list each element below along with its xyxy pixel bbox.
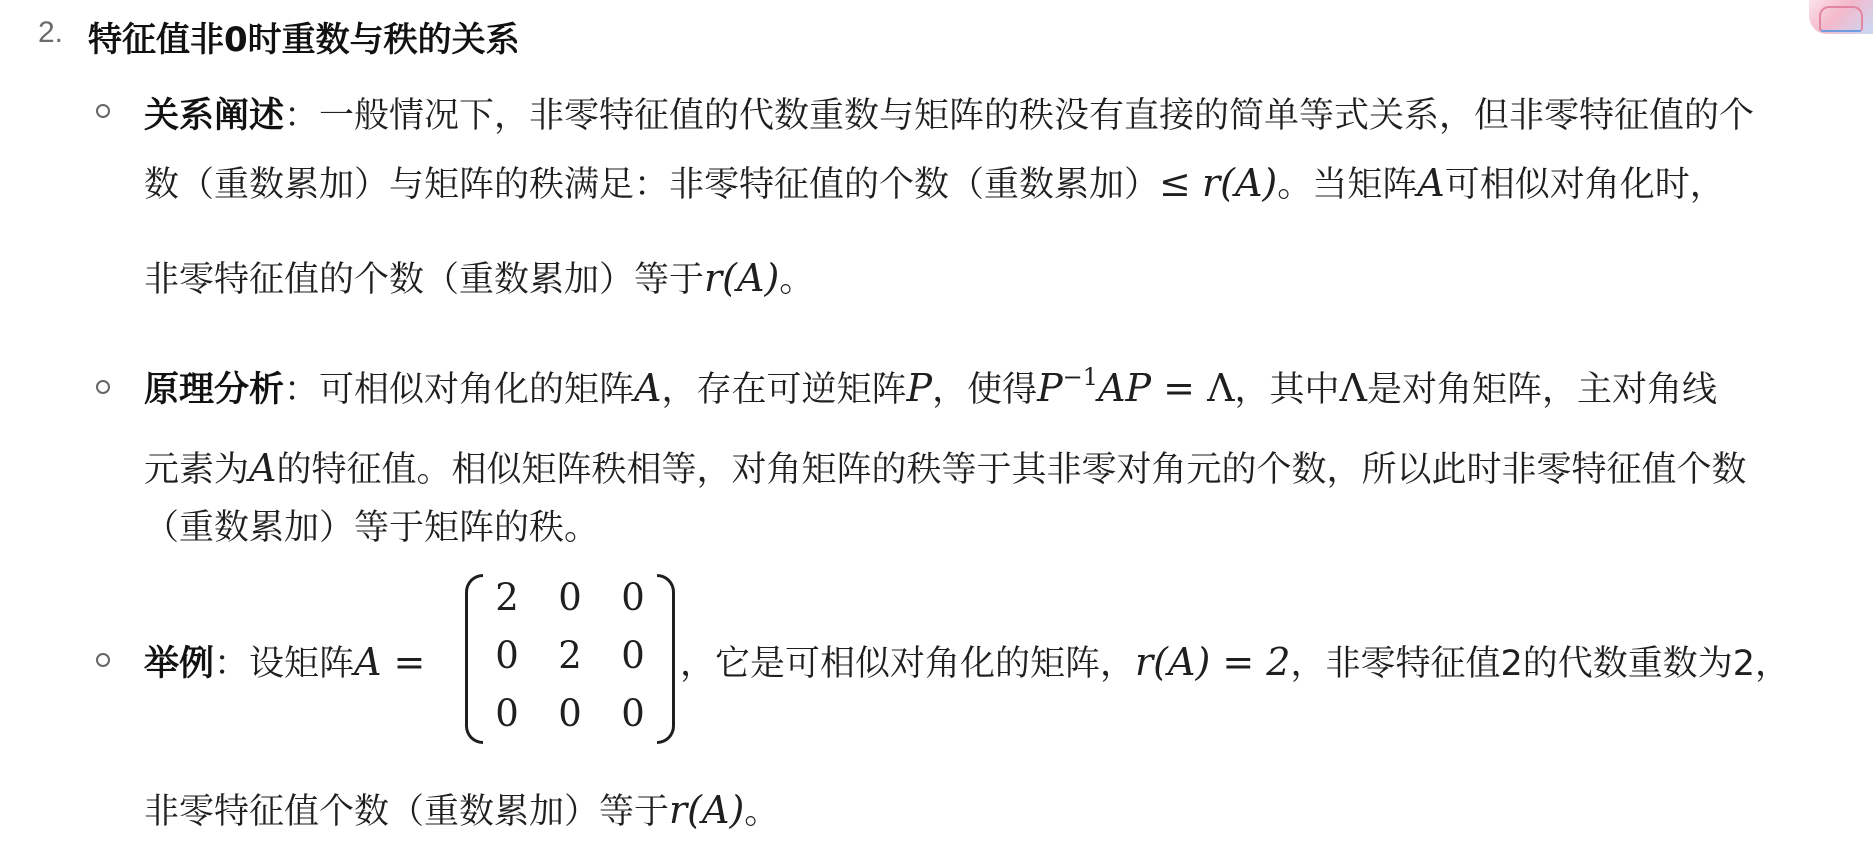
matrix-cell: 0 [495, 692, 519, 735]
item3-term: 举例 [144, 644, 215, 684]
matrix-right-bracket [657, 574, 675, 744]
item1-term: 关系阐述 [144, 96, 285, 136]
item2-line3: （重数累加）等于矩阵的秩。 [144, 508, 600, 548]
item1-line2: 数（重数累加）与矩阵的秩满足：非零特征值的个数（重数累加）≤ r(A)。当矩阵A可相似对角化时， [144, 161, 1725, 205]
matrix-left-bracket [465, 574, 483, 744]
matrix-cell: 0 [621, 692, 645, 735]
matrix-cell: 0 [621, 576, 645, 619]
item2-term: 原理分析 [144, 370, 285, 410]
item3-line1-a: 举例：设矩阵A = [144, 640, 426, 684]
item3-line2: 非零特征值个数（重数累加）等于r(A)。 [144, 788, 780, 832]
item2-line1: 原理分析：可相似对角化的矩阵A，存在可逆矩阵P，使得$P^{-1}AP = \Lambda$，其中Λ是对角矩阵，主对角线 [144, 363, 1718, 410]
matrix-cell: 0 [495, 634, 519, 677]
bullet-icon [96, 653, 110, 667]
bullet-icon [96, 104, 110, 118]
item3-line1-b: ，它是可相似对角化的矩阵，r(A) = 2，非零特征值2的代数重数为2， [680, 640, 1790, 684]
matrix-cell: 2 [558, 634, 582, 677]
avatar [1809, 0, 1873, 34]
item2-line2: 元素为A的特征值。相似矩阵秩相等，对角矩阵的秩等于其非零对角元的个数，所以此时非零特征值个数 [144, 446, 1747, 490]
matrix-cell: 0 [621, 634, 645, 677]
item1-line1: 关系阐述：一般情况下，非零特征值的代数重数与矩阵的秩没有直接的简单等式关系，但非零特征值的个 [144, 96, 1755, 136]
matrix-cell: 0 [558, 576, 582, 619]
matrix-cell: 0 [558, 692, 582, 735]
list-number: 2. [38, 16, 64, 49]
bullet-icon [96, 380, 110, 394]
matrix-cell: 2 [495, 576, 519, 619]
section-heading: 特征值非0时重数与秩的关系 [88, 20, 520, 60]
matrix [465, 574, 675, 744]
item1-line3: 非零特征值的个数（重数累加）等于r(A)。 [144, 256, 815, 300]
